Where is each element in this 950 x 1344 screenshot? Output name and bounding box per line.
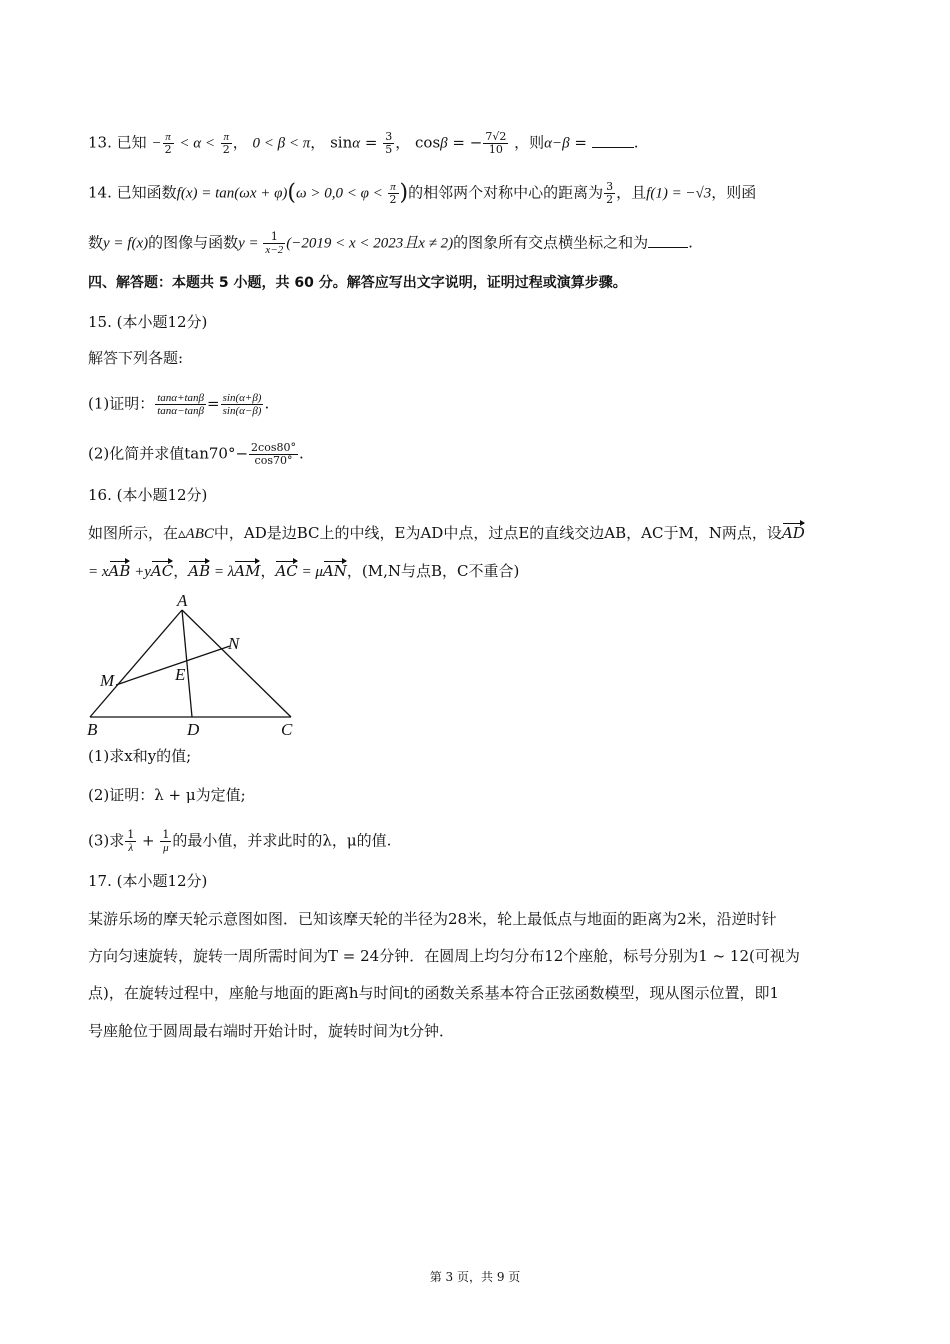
fraction: $\frac{1}{\lambda}$ bbox=[127, 828, 135, 854]
q14-number: 14. bbox=[88, 183, 112, 202]
fraction: $\frac{1}{\mu}$ bbox=[162, 828, 170, 854]
q16-line2 bbox=[88, 561, 519, 582]
fraction: $\frac{\pi}{2}$ bbox=[389, 181, 397, 206]
q15-intro: 解答下列各题: bbox=[88, 349, 184, 367]
comma: ， bbox=[260, 562, 276, 580]
part-label: (2)化简并求值tan70°− bbox=[88, 444, 249, 463]
q14-text1d: ，则函 bbox=[711, 183, 757, 202]
vector: AB bbox=[188, 562, 211, 580]
q17-line: 某游乐场的摩天轮示意图如图．已知该摩天轮的半径为28米，轮上最低点与地面的距离为2米，沿逆时针 bbox=[88, 910, 777, 928]
period: . bbox=[298, 444, 304, 463]
q14-yeq: y = bbox=[238, 235, 263, 252]
plus: + bbox=[137, 831, 160, 850]
q15-part1 bbox=[88, 392, 269, 417]
q16-part2: (2)证明：λ + μ为定值; bbox=[88, 786, 246, 804]
text: 如图所示，在 bbox=[88, 524, 179, 542]
period: . bbox=[264, 394, 270, 413]
q17-line: 号座舱位于圆周最右端时开始计时，旋转时间为t分钟． bbox=[88, 1022, 455, 1040]
equals: = bbox=[207, 394, 220, 413]
text: ，(M,N与点B，C不重合) bbox=[346, 562, 520, 580]
vector: AM bbox=[234, 562, 261, 580]
label-D: D bbox=[187, 720, 200, 739]
fraction: $\frac{7√2}{10}$ bbox=[485, 130, 507, 156]
answer-blank[interactable] bbox=[592, 133, 634, 148]
eq: = μ bbox=[297, 564, 323, 580]
section-heading: 四、解答题：本题共 5 小题，共 60 分。解答应写出文字说明，证明过程或演算步骤。 bbox=[88, 275, 627, 291]
q17-line: 点)，在旋转过程中，座舱与地面的距离h与时间t的函数关系基本符合正弦函数模型，现从图示位置，即1 bbox=[88, 984, 780, 1002]
label-A: A bbox=[177, 591, 188, 610]
fraction: $\frac{1}{x-2}$ bbox=[265, 230, 284, 256]
vector: AD bbox=[781, 524, 805, 542]
eq: = λ bbox=[210, 564, 235, 580]
q14-range: (−2019 < x < 2023且x ≠ 2) bbox=[286, 235, 454, 252]
q17-header: 17. (本小题12分) bbox=[88, 872, 208, 890]
eq: = x bbox=[88, 564, 109, 580]
q14-text2b: 的图像与函数 bbox=[148, 233, 239, 252]
q14-end: . bbox=[688, 233, 693, 252]
q14-text1a: 已知函数 bbox=[116, 183, 177, 202]
q16-header: 16. (本小题12分) bbox=[88, 486, 208, 504]
eq: +y bbox=[130, 564, 151, 580]
q14-yfx: y = f(x) bbox=[103, 235, 149, 252]
fraction: $\frac{2\cos 80^\circ}{\cos 70^\circ}$ bbox=[251, 441, 296, 467]
text: 中，AD是边BC上的中线，E为AD中点，过点E的直线交边AB，AC于M，N两点，设 bbox=[213, 524, 782, 542]
text: 的最小值，并求此时的λ，μ的值. bbox=[172, 831, 392, 850]
part-label: (1)证明： bbox=[88, 394, 155, 413]
fraction: $\frac{\pi}{2}$ bbox=[222, 131, 230, 156]
q14-text1b: 的相邻两个对称中心的距离为 bbox=[408, 183, 604, 202]
median-AD bbox=[182, 610, 192, 717]
side-AB bbox=[90, 610, 182, 717]
fraction: $\frac{3}{5}$ bbox=[385, 130, 393, 156]
q14-text2c: 的图象所有交点横坐标之和为 bbox=[453, 233, 649, 252]
vector: AN bbox=[322, 562, 347, 580]
q16-part3 bbox=[88, 829, 391, 854]
q14-text2a: 数 bbox=[88, 233, 104, 252]
q13-end: . bbox=[633, 133, 639, 152]
q16-line1 bbox=[88, 523, 805, 544]
vector: AC bbox=[150, 562, 174, 580]
fraction: $\frac{\pi}{2}$ bbox=[164, 131, 172, 156]
side-AC bbox=[182, 610, 291, 717]
q13-number: 13. bbox=[88, 133, 112, 152]
vector: AB bbox=[108, 562, 131, 580]
comma: ， bbox=[173, 562, 189, 580]
q14-cond: ω > 0,0 < φ < bbox=[296, 185, 387, 202]
triangle-label: ▵ABC bbox=[178, 526, 214, 542]
q16-part1: (1)求x和y的值; bbox=[88, 747, 192, 765]
q17-line: 方向匀速旋转，旋转一周所需时间为T = 24分钟．在圆周上均匀分布12个座舱，标号分别为1 ~ 12(可视为 bbox=[88, 947, 800, 965]
label-N: N bbox=[228, 634, 240, 653]
fraction: $\frac{\tan\alpha+\tan\beta}{\tan\alpha-\tan\beta}$ bbox=[157, 392, 205, 417]
q14-fx: f(x) = tan(ωx + φ) bbox=[176, 185, 288, 202]
q14-line2 bbox=[88, 231, 693, 256]
triangle-figure bbox=[82, 588, 312, 740]
q15-header: 15. (本小题12分) bbox=[88, 313, 208, 331]
answer-blank[interactable] bbox=[648, 233, 688, 248]
label-B: B bbox=[87, 720, 98, 739]
q14-line1: 14. 已知函数f(x) = tan(ωx + φ)(ω > 0,0 < φ < $\frac{\pi}{2}$ )的相邻两个对称中心的距离为 $\frac{3}{2}$ ，且f(1) = −√3，则函 bbox=[88, 180, 757, 206]
q15-part2 bbox=[88, 442, 304, 467]
label-E: E bbox=[175, 665, 186, 684]
q13-line: 13. 已知 − $\frac{\pi}{2}$ < α < $\frac{\pi}{2}$ ， 0 < β < π， sinα = $\frac{3}{5}$ ， cosβ = − $\frac{7√2}{10}$ ，则α−β = . bbox=[88, 130, 639, 156]
line-MN bbox=[116, 646, 230, 685]
q14-f1: f(1) = −√3 bbox=[646, 185, 712, 202]
text: (3)求 bbox=[88, 831, 125, 850]
vector: AC bbox=[275, 562, 298, 580]
q13-lead: 已知 bbox=[116, 133, 147, 152]
fraction: $\frac{3}{2}$ bbox=[606, 180, 614, 206]
page-footer: 第 3 页，共 9 页 bbox=[429, 1270, 521, 1284]
label-C: C bbox=[281, 720, 293, 739]
q14-text1c: ，且 bbox=[616, 183, 647, 202]
label-M: M bbox=[100, 671, 115, 690]
fraction: $\frac{\sin(\alpha+\beta)}{\sin(\alpha-\beta)}$ bbox=[222, 392, 262, 417]
